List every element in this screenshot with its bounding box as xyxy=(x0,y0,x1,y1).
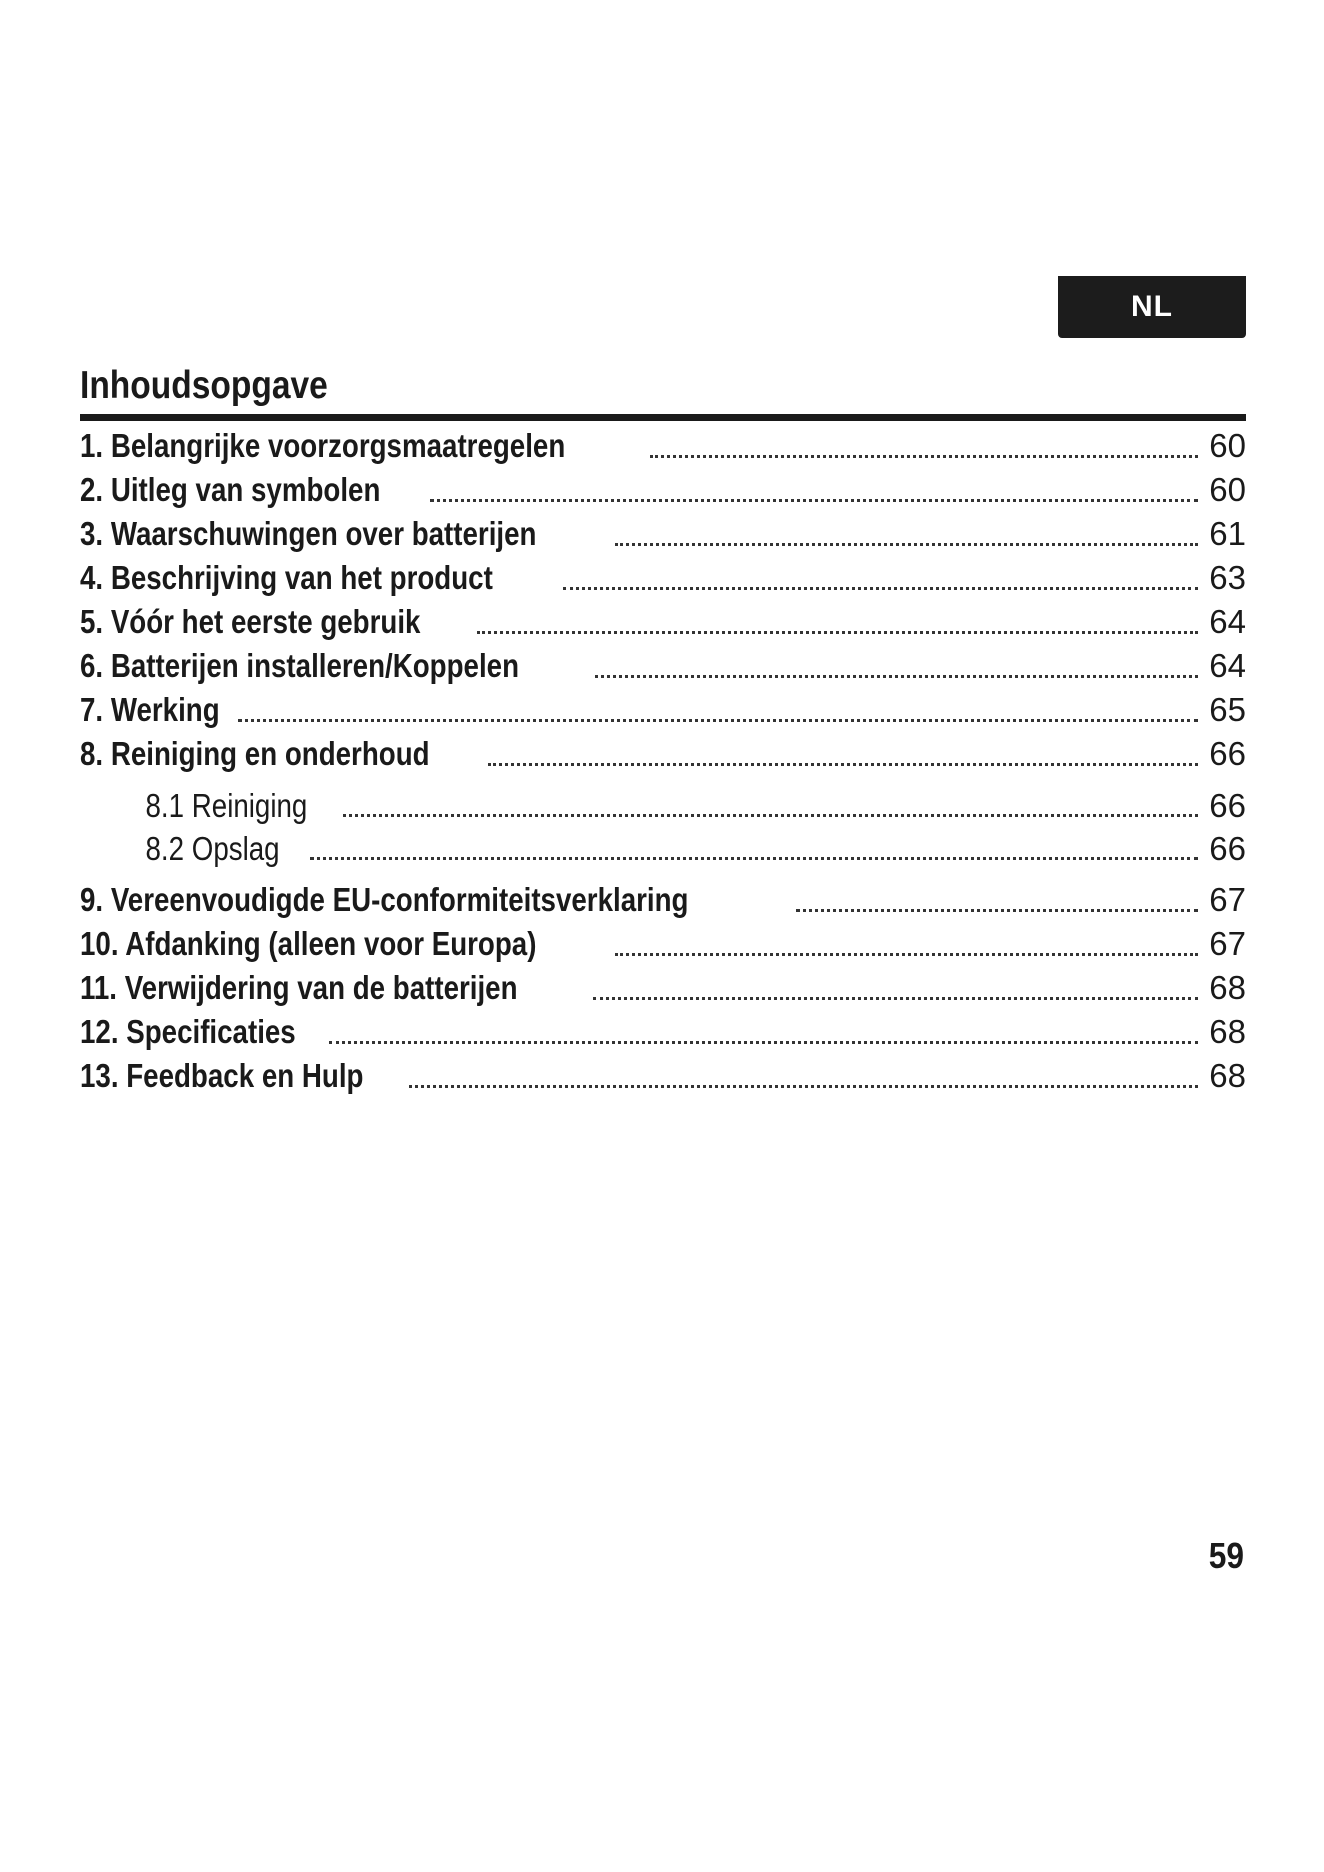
toc-entry-label: 6. Batterijen installeren/Koppelen xyxy=(80,647,520,684)
toc-entry[interactable] xyxy=(80,922,1246,966)
toc-entry[interactable] xyxy=(80,1054,1246,1098)
toc-entry-page: 65 xyxy=(1209,691,1246,728)
dot-leader xyxy=(595,675,1198,678)
toc-entry-page: 60 xyxy=(1209,427,1246,464)
toc-entry-label: 3. Waarschuwingen over batterijen xyxy=(80,515,537,552)
toc-entry[interactable] xyxy=(80,600,1246,644)
toc-entry[interactable] xyxy=(80,1010,1246,1054)
dot-leader xyxy=(615,953,1198,956)
toc-entry[interactable] xyxy=(80,644,1246,688)
toc-subentry[interactable] xyxy=(80,827,1246,870)
dot-leader xyxy=(593,997,1198,1000)
toc-entry[interactable] xyxy=(80,732,1246,776)
page-number: 59 xyxy=(1208,1535,1244,1576)
dot-leader xyxy=(409,1085,1198,1088)
toc-entry[interactable] xyxy=(80,878,1246,922)
toc-entry-page: 61 xyxy=(1209,515,1246,552)
dot-leader xyxy=(563,587,1198,590)
toc-entry[interactable] xyxy=(80,468,1246,512)
toc-entry-page: 67 xyxy=(1209,881,1246,918)
toc-entry-page: 64 xyxy=(1209,647,1246,684)
toc-entry[interactable] xyxy=(80,966,1246,1010)
toc-entry-page: 67 xyxy=(1209,925,1246,962)
toc-entry-label: 10. Afdanking (alleen voor Europa) xyxy=(80,925,537,962)
toc-entry[interactable] xyxy=(80,424,1246,468)
toc-subentry-label: 8.2 Opslag xyxy=(145,830,280,867)
dot-leader xyxy=(477,631,1198,634)
toc-entry-page: 66 xyxy=(1209,735,1246,772)
toc-subentry-label: 8.1 Reiniging xyxy=(145,787,308,824)
toc-entry-label: 12. Specificaties xyxy=(80,1013,296,1050)
toc-subentry-page: 66 xyxy=(1209,830,1246,867)
dot-leader xyxy=(650,455,1198,458)
table-of-contents xyxy=(80,424,1246,1098)
dot-leader xyxy=(488,763,1198,766)
toc-entry-label: 11. Verwijdering van de batterijen xyxy=(80,969,518,1006)
dot-leader xyxy=(343,814,1198,817)
toc-entry-label: 13. Feedback en Hulp xyxy=(80,1057,364,1094)
toc-entry-page: 68 xyxy=(1209,1013,1246,1050)
language-tab: NL xyxy=(1058,276,1246,338)
title-divider xyxy=(80,414,1246,421)
dot-leader xyxy=(238,719,1198,722)
toc-subentry[interactable] xyxy=(80,784,1246,827)
toc-entry-page: 63 xyxy=(1209,559,1246,596)
toc-entry-page: 64 xyxy=(1209,603,1246,640)
toc-entry-label: 5. Vóór het eerste gebruik xyxy=(80,603,421,640)
dot-leader xyxy=(310,857,1198,860)
toc-entry-page: 68 xyxy=(1209,969,1246,1006)
toc-entry-page: 68 xyxy=(1209,1057,1246,1094)
toc-entry-label: 8. Reiniging en onderhoud xyxy=(80,735,430,772)
dot-leader xyxy=(329,1041,1198,1044)
page-title: Inhoudsopgave xyxy=(80,364,328,407)
toc-entry-page: 60 xyxy=(1209,471,1246,508)
dot-leader xyxy=(615,543,1198,546)
dot-leader xyxy=(430,499,1198,502)
toc-entry[interactable] xyxy=(80,556,1246,600)
toc-entry-label: 9. Vereenvoudigde EU-conformiteitsverklaring xyxy=(80,881,689,918)
toc-entry-label: 2. Uitleg van symbolen xyxy=(80,471,381,508)
toc-entry[interactable] xyxy=(80,688,1246,732)
toc-subentry-page: 66 xyxy=(1209,787,1246,824)
toc-entry-label: 7. Werking xyxy=(80,691,220,728)
toc-entry-label: 1. Belangrijke voorzorgsmaatregelen xyxy=(80,427,566,464)
toc-entry[interactable] xyxy=(80,512,1246,556)
toc-entry-label: 4. Beschrijving van het product xyxy=(80,559,493,596)
dot-leader xyxy=(796,909,1198,912)
